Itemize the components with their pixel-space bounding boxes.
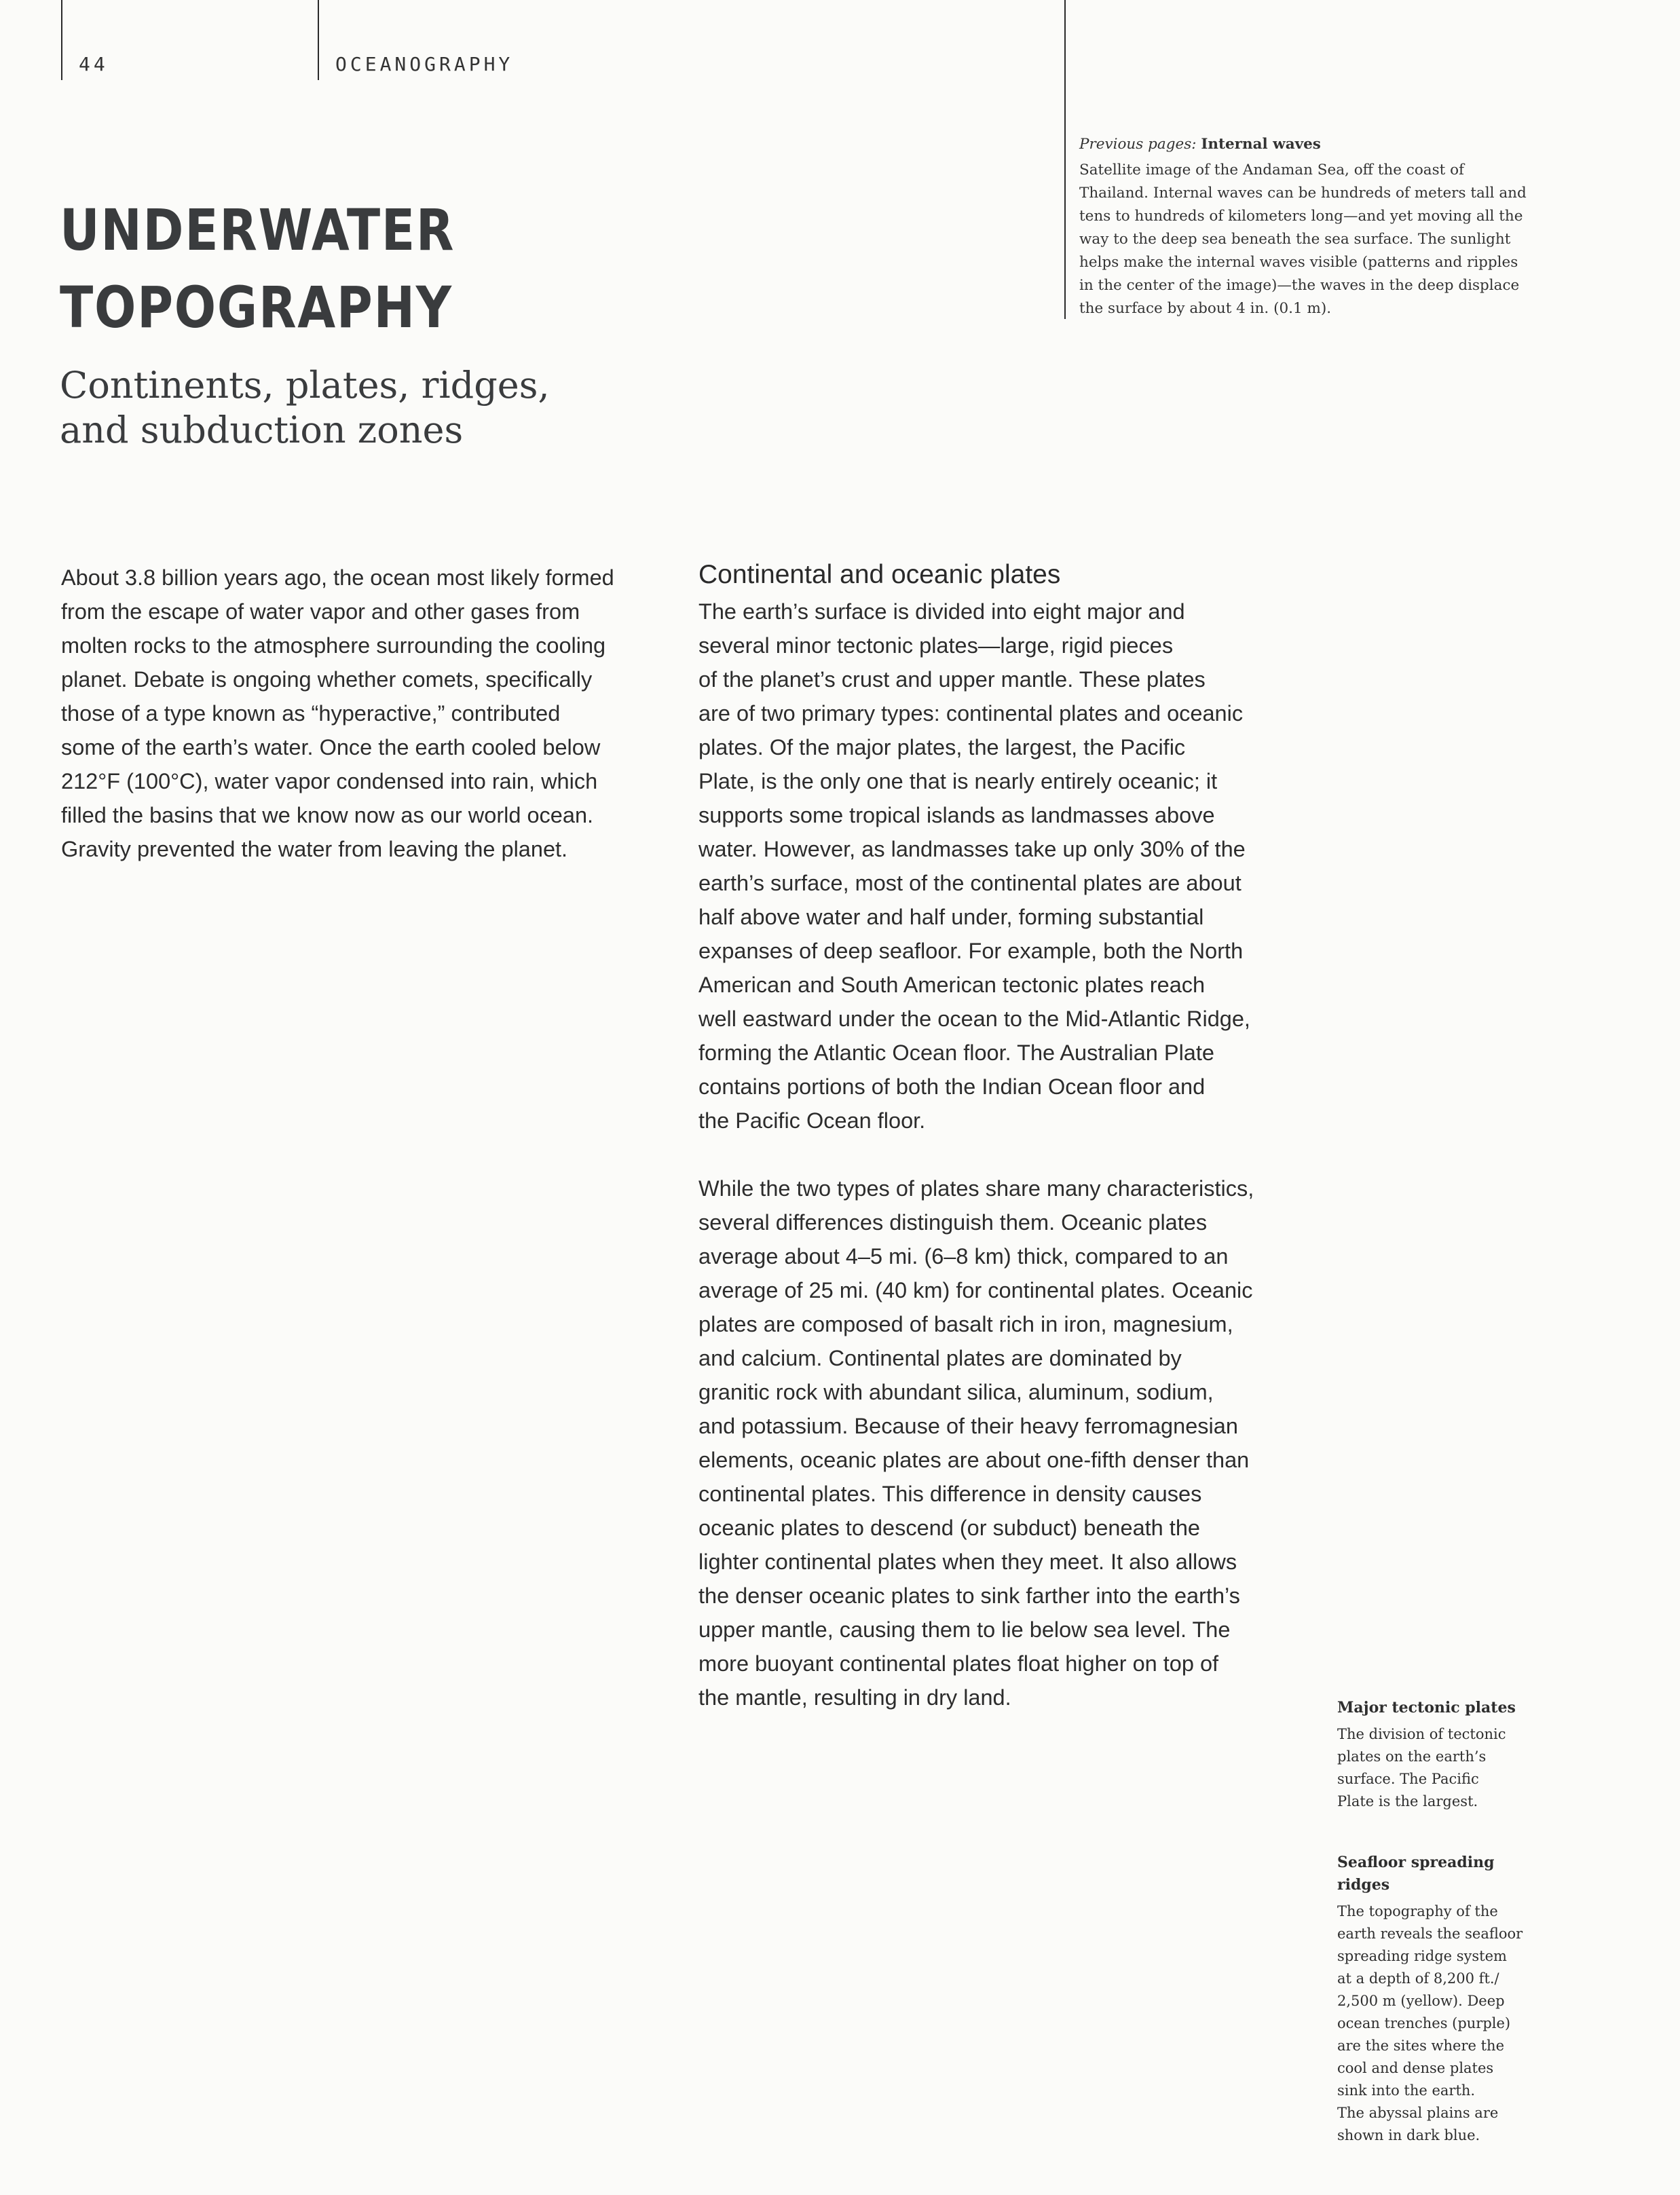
text-line: planet. Debate is ongoing whether comets, specifically (61, 667, 593, 692)
text-line: some of the earth’s water. Once the earth cooled below (61, 735, 601, 759)
text-line: the mantle, resulting in dry land. (698, 1685, 1011, 1710)
text-line: half above water and half under, forming substantial (698, 905, 1204, 929)
caption-line: 2,500 m (yellow). Deep (1337, 1993, 1505, 2009)
text-line: plates. Of the major plates, the largest, the Pacific (698, 735, 1186, 759)
text-line: well eastward under the ocean to the Mid-Atlantic Ridge, (698, 1007, 1250, 1031)
text-line: average of 25 mi. (40 km) for continental plates. Oceanic (698, 1278, 1253, 1302)
text-line: expanses of deep seafloor. For example, both the North (698, 939, 1244, 963)
text-line: several minor tectonic plates—large, rigid pieces (698, 633, 1174, 658)
caption-line: are the sites where the (1337, 2038, 1505, 2054)
text-line: those of a type known as “hyperactive,” contributed (61, 701, 561, 726)
caption-title: Major tectonic plates (1337, 1699, 1516, 1716)
caption-line: at a depth of 8,200 ft./ (1337, 1970, 1499, 1987)
text-line: plates are composed of basalt rich in iron, magnesium, (698, 1312, 1233, 1336)
page-subtitle-line-1: Continents, plates, ridges, (60, 364, 550, 407)
caption-line: tens to hundreds of kilometers long—and yet moving all the (1079, 208, 1523, 225)
text-line: contains portions of both the Indian Ocean floor and (698, 1074, 1206, 1099)
text-line: the denser oceanic plates to sink farther into the earth’s (698, 1583, 1240, 1608)
section-paragraph-1 (698, 595, 1250, 1138)
caption-line: way to the deep sea beneath the sea surface. The sunlight (1079, 231, 1511, 248)
text-line: filled the basins that we know now as our world ocean. (61, 803, 594, 827)
caption-line: the surface by about 4 in. (0.1 m). (1079, 300, 1332, 317)
previous-pages-label: Previous pages: (1079, 136, 1197, 153)
page-title-line-2: TOPOGRAPHY (60, 274, 453, 341)
caption-line: helps make the internal waves visible (patterns and ripples (1079, 254, 1518, 271)
text-line: supports some tropical islands as landmasses above (698, 803, 1215, 827)
page-subtitle-line-2: and subduction zones (60, 409, 464, 451)
seafloor-spreading-ridges-caption (1337, 1852, 1554, 2147)
text-line: earth’s surface, most of the continental plates are about (698, 871, 1242, 895)
caption-line: spreading ridge system (1337, 1948, 1507, 1964)
text-line: upper mantle, causing them to lie below sea level. The (698, 1617, 1231, 1642)
section-heading: Continental and oceanic plates (698, 560, 1061, 589)
text-line: About 3.8 billion years ago, the ocean most likely formed (61, 565, 614, 590)
page-title-line-1: UNDERWATER (60, 197, 455, 263)
caption-rule (1064, 0, 1066, 319)
caption-line: Satellite image of the Andaman Sea, off the coast of (1079, 162, 1465, 179)
text-line: oceanic plates to descend (or subduct) beneath the (698, 1516, 1200, 1540)
previous-pages-caption (1079, 133, 1554, 320)
caption-line: sink into the earth. (1337, 2082, 1476, 2099)
previous-pages-caption-title: Internal waves (1201, 136, 1321, 153)
text-line: several differences distinguish them. Oceanic plates (698, 1210, 1208, 1235)
caption-line: shown in dark blue. (1337, 2127, 1480, 2143)
text-line: from the escape of water vapor and other gases from (61, 599, 580, 624)
text-line: 212°F (100°C), water vapor condensed into rain, which (61, 769, 598, 793)
text-line: Plate, is the only one that is nearly entirely oceanic; it (698, 769, 1218, 793)
text-line: molten rocks to the atmosphere surrounding the cooling (61, 633, 606, 658)
text-line: Gravity prevented the water from leaving the planet. (61, 837, 568, 861)
text-line: continental plates. This difference in density causes (698, 1482, 1202, 1506)
text-line: average about 4–5 mi. (6–8 km) thick, compared to an (698, 1244, 1229, 1269)
header-rule-left (61, 0, 62, 80)
caption-line: The topography of the (1337, 1903, 1498, 1919)
caption-line: plates on the earth’s (1337, 1748, 1487, 1765)
text-line: While the two types of plates share many characteristics, (698, 1176, 1254, 1201)
caption-line: The abyssal plains are (1337, 2105, 1499, 2121)
text-line: of the planet’s crust and upper mantle. These plates (698, 667, 1206, 692)
text-line: forming the Atlantic Ocean floor. The Australian Plate (698, 1040, 1214, 1065)
text-line: granitic rock with abundant silica, aluminum, sodium, (698, 1380, 1214, 1404)
caption-line: in the center of the image)—the waves in the deep displace (1079, 277, 1520, 294)
running-section-title: OCEANOGRAPHY (335, 53, 514, 75)
caption-line: cool and dense plates (1337, 2060, 1494, 2076)
text-line: more buoyant continental plates float higher on top of (698, 1651, 1219, 1676)
caption-line: ocean trenches (purple) (1337, 2015, 1511, 2031)
caption-line: Thailand. Internal waves can be hundreds of meters tall and (1079, 185, 1527, 202)
caption-line: Plate is the largest. (1337, 1793, 1478, 1809)
text-line: and potassium. Because of their heavy ferromagnesian (698, 1414, 1238, 1438)
page-subtitle (60, 363, 550, 453)
section-paragraph-2 (698, 1171, 1254, 1714)
major-tectonic-plates-caption (1337, 1697, 1554, 1813)
page-title (60, 191, 455, 346)
previous-pages-caption-heading (1079, 133, 1554, 156)
text-line: lighter continental plates when they meet. It also allows (698, 1550, 1237, 1574)
text-line: American and South American tectonic plates reach (698, 973, 1206, 997)
text-line: and calcium. Continental plates are dominated by (698, 1346, 1182, 1370)
caption-title: Seafloor spreading (1337, 1854, 1495, 1871)
caption-title: ridges (1337, 1876, 1390, 1894)
text-line: water. However, as landmasses take up only 30% of the (698, 837, 1246, 861)
text-line: are of two primary types: continental plates and oceanic (698, 701, 1244, 726)
text-line: The earth’s surface is divided into eight major and (698, 599, 1185, 624)
caption-line: surface. The Pacific (1337, 1771, 1479, 1787)
text-line: elements, oceanic plates are about one-fifth denser than (698, 1448, 1250, 1472)
text-line: the Pacific Ocean floor. (698, 1108, 926, 1133)
caption-line: earth reveals the seafloor (1337, 1926, 1523, 1942)
intro-paragraph (61, 561, 614, 866)
caption-line: The division of tectonic (1337, 1726, 1506, 1742)
page-number: 44 (79, 53, 109, 75)
header-rule-middle (318, 0, 319, 80)
